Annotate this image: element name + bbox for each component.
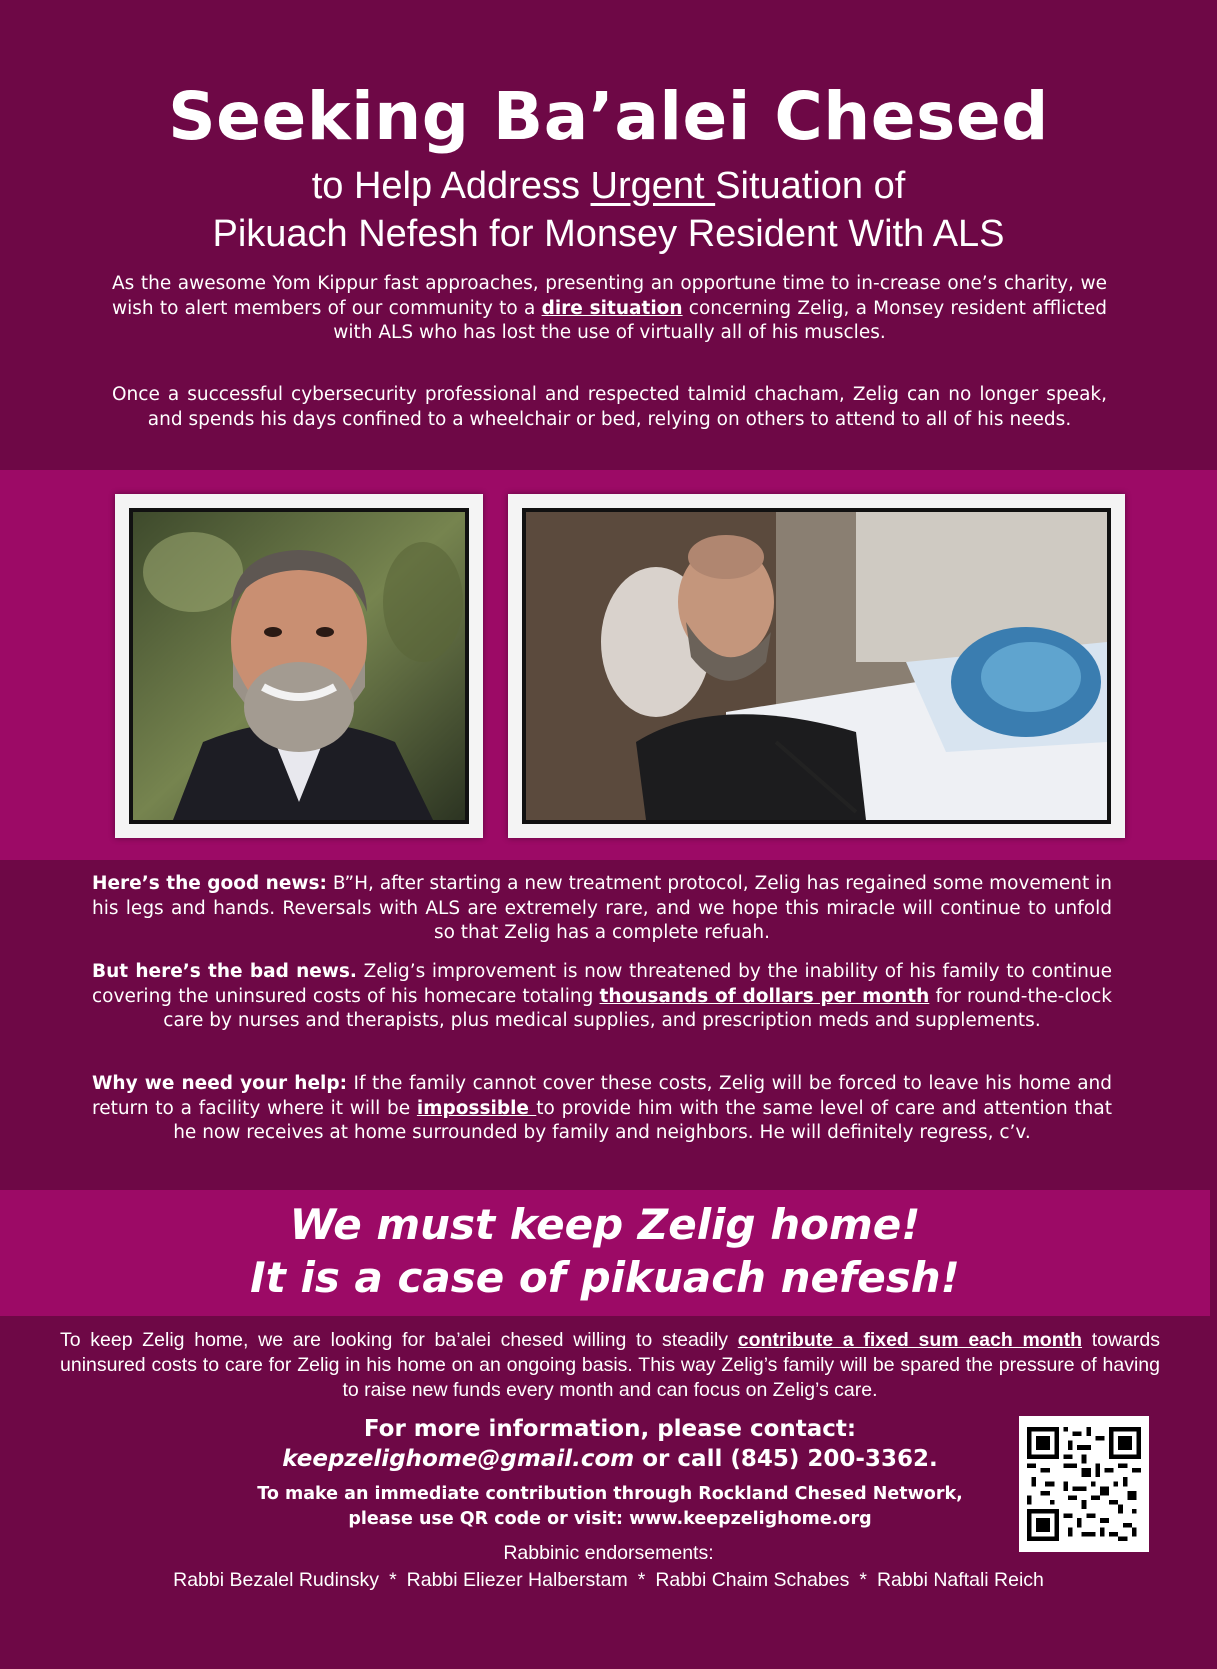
donate-line-2[interactable]: please use QR code or visit: www.keepzelighome.org xyxy=(348,1509,872,1529)
contact-line xyxy=(200,1446,1020,1472)
help-text: If the family cannot cover these costs, Zelig will be forced to leave his home and return to a facility where it will be xyxy=(92,1073,1113,1119)
thousands-emphasis: thousands of dollars per month xyxy=(599,985,930,1007)
contact-heading: For more information, please contact: xyxy=(363,1416,857,1442)
bad-news-paragraph xyxy=(92,960,1112,1034)
good-news-paragraph xyxy=(92,872,1112,946)
rabbi-name: Rabbi Naftali Reich xyxy=(876,1569,1044,1591)
portrait-image xyxy=(129,508,469,824)
call-to-action-banner xyxy=(0,1190,1210,1316)
separator: * xyxy=(859,1569,867,1591)
rabbi-name: Rabbi Bezalel Rudinsky xyxy=(173,1569,380,1591)
subtitle-line-2: Pikuach Nefesh for Monsey Resident With ALS xyxy=(212,213,1005,255)
intro-text: As the awesome Yom Kippur fast approaches, presenting an opportune time to in-crease one’s charity, we wish to alert members of our community to a xyxy=(112,273,1107,319)
footer-paragraph xyxy=(60,1328,1160,1403)
footer-text: To keep Zelig home, we are looking for ba’alei chesed willing to steadily xyxy=(60,1329,738,1351)
photo-band xyxy=(0,470,1217,860)
bad-news-text-end: for round-the-clock care by nurses and therapists, plus medical supplies, and prescription meds and supplements. xyxy=(163,985,1112,1031)
hospital-bed-illustration xyxy=(526,512,1107,820)
help-lead: Why we need your help: xyxy=(92,1073,347,1094)
subtitle-post: Situation of xyxy=(715,165,906,207)
portrait-photo xyxy=(115,494,483,838)
subtitle-pre: to Help Address xyxy=(311,165,591,207)
footer-text-end: towards uninsured costs to care for Zelig in his home on an ongoing basis. This way Zelig’s family will be spared the pressure of having to raise new funds every month and can focus on Zelig’s care. xyxy=(60,1329,1161,1401)
rabbi-name: Rabbi Eliezer Halberstam xyxy=(406,1569,628,1591)
good-news-text: B”H, after starting a new treatment protocol, Zelig has regained some movement in his legs and hands. Reversals with ALS are extremely rare, and we hope this miracle will continue to unfold so that Zelig has a complete refuah. xyxy=(92,873,1112,943)
donate-info xyxy=(200,1482,1020,1532)
phone-text: or call (845) 200-3362. xyxy=(634,1446,938,1472)
help-paragraph xyxy=(92,1072,1112,1146)
impossible-emphasis: impossible xyxy=(416,1097,537,1119)
qr-code[interactable] xyxy=(1019,1416,1149,1552)
hospital-bed-photo xyxy=(508,494,1125,838)
portrait-illustration xyxy=(133,512,465,820)
donate-line-1: To make an immediate contribution through Rockland Chesed Network, xyxy=(257,1484,963,1504)
subtitle xyxy=(0,162,1217,258)
intro-paragraph-1 xyxy=(112,272,1107,346)
dire-situation-emphasis: dire situation xyxy=(541,297,683,319)
intro-paragraph-2: Once a successful cybersecurity professional and respected talmid chacham, Zelig can no longer speak, and spends his days confined to a wheelchair or bed, relying on others to attend to all of his needs. xyxy=(112,384,1107,430)
banner-line-1: We must keep Zelig home! xyxy=(289,1200,921,1249)
banner-line-2: It is a case of pikuach nefesh! xyxy=(250,1253,960,1302)
intro-text-end: concerning Zelig, a Monsey resident afflicted with ALS who has lost the use of virtually all of his muscles. xyxy=(333,297,1107,343)
fixed-sum-emphasis: contribute a fixed sum each month xyxy=(737,1329,1083,1351)
separator: * xyxy=(389,1569,397,1591)
good-news-lead: Here’s the good news: xyxy=(92,873,327,894)
endorsements-heading: Rabbinic endorsements: xyxy=(503,1542,714,1564)
separator: * xyxy=(637,1569,646,1591)
subtitle-urgent: Urgent xyxy=(590,165,716,207)
bad-news-lead: But here’s the bad news. xyxy=(92,961,357,982)
hospital-bed-image xyxy=(522,508,1111,824)
qr-code-icon xyxy=(1027,1424,1141,1544)
header xyxy=(0,0,1217,470)
bad-news-text: Zelig’s improvement is now threatened by the inability of his family to continue covering the uninsured costs of his homecare totaling xyxy=(92,961,1112,1007)
endorsements-list xyxy=(0,1569,1217,1592)
page-title: Seeking Ba’alei Chesed xyxy=(168,78,1049,155)
rabbi-name: Rabbi Chaim Schabes xyxy=(655,1569,850,1591)
email-link[interactable]: keepzelighome@gmail.com xyxy=(282,1446,635,1472)
subtitle-line-1 xyxy=(0,162,1217,210)
help-text-end: to provide him with the same level of care and attention that he now receives at home surrounded by family and neighbors. He will definitely regress, c’v. xyxy=(173,1097,1112,1143)
